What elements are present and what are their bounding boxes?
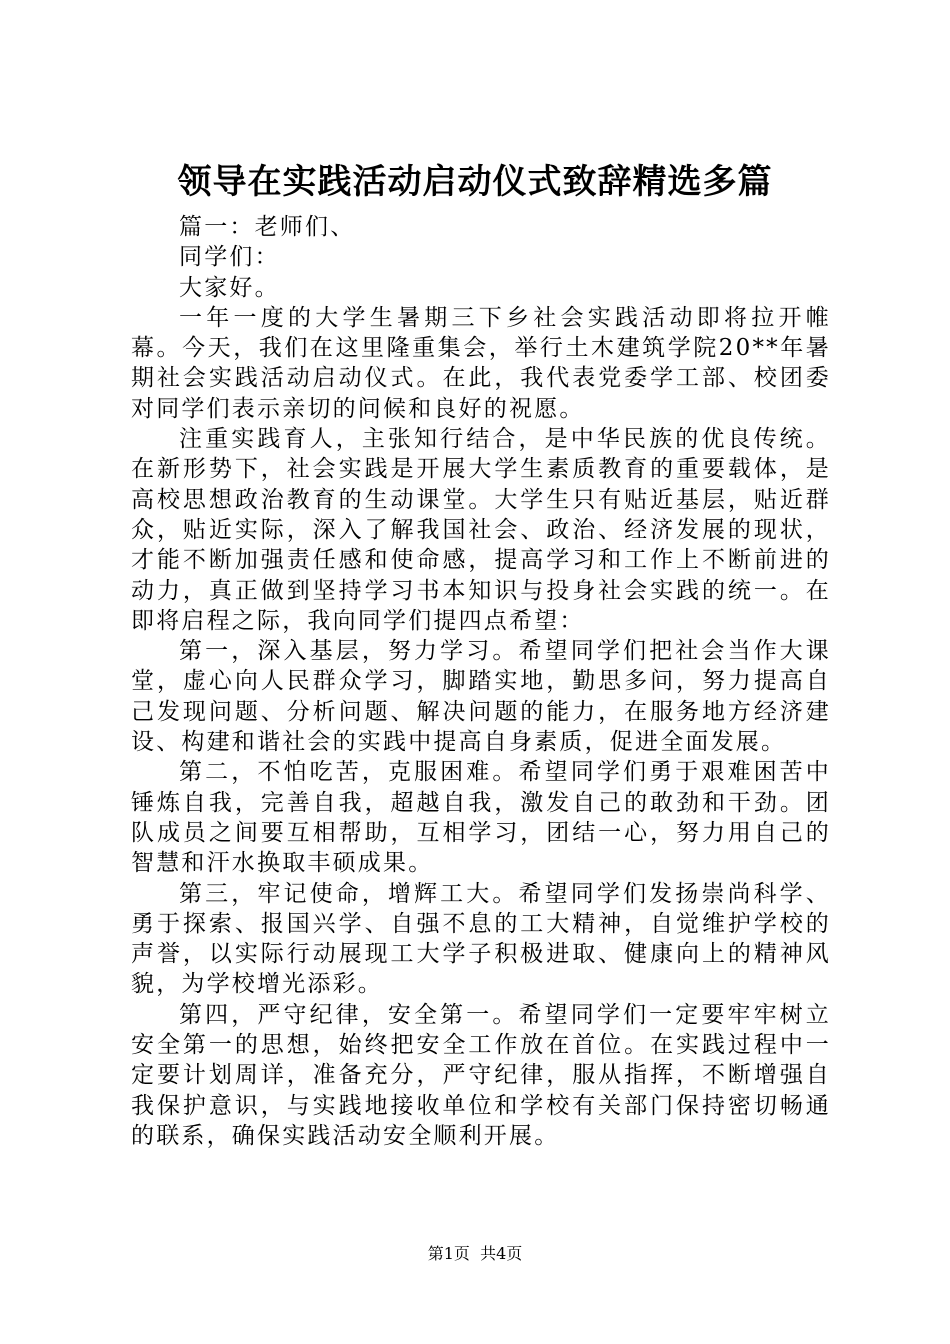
page-total: 共4页 bbox=[480, 1244, 523, 1263]
paragraph-hope-2: 第二，不怕吃苦，克服困难。希望同学们勇于艰难困苦中锤炼自我，完善自我，超越自我，激发自己的敢劲和干劲。团队成员之间要互相帮助，互相学习，团结一心，努力用自己的智慧和汗水换取丰硕成果。 bbox=[131, 759, 831, 877]
paragraph-tradition: 注重实践育人，主张知行结合，是中华民族的优良传统。在新形势下，社会实践是开展大学生素质教育的重要载体，是高校思想政治教育的生动课堂。大学生只有贴近基层，贴近群众，贴近实际，深入了解我国社会、政治、经济发展的现状，才能不断加强责任感和使命感，提高学习和工作上不断前进的动力，真正做到坚持学习书本知识与投身社会实践的统一。在即将启程之际，我向同学们提四点希望： bbox=[131, 426, 831, 634]
paragraph-greeting: 大家好。 bbox=[179, 274, 280, 301]
page-footer bbox=[0, 1244, 950, 1264]
document-title: 领导在实践活动启动仪式致辞精选多篇 bbox=[177, 162, 773, 202]
paragraph-opening: 一年一度的大学生暑期三下乡社会实践活动即将拉开帷幕。今天，我们在这里隆重集会，举行土木建筑学院20**年暑期社会实践活动启动仪式。在此，我代表党委学工部、校团委对同学们表示亲切的问候和良好的祝愿。 bbox=[131, 304, 831, 422]
paragraph-hope-4: 第四，严守纪律，安全第一。希望同学们一定要牢牢树立安全第一的思想，始终把安全工作放在首位。在实践过程中一定要计划周详，准备充分，严守纪律，服从指挥，不断增强自我保护意识，与实践地接收单位和学校有关部门保持密切畅通的联系，确保实践活动安全顺利开展。 bbox=[131, 1001, 831, 1149]
page-number: 第1页 bbox=[427, 1244, 470, 1263]
paragraph-salutation-1: 篇一：老师们、 bbox=[179, 214, 356, 240]
paragraph-hope-1: 第一，深入基层，努力学习。希望同学们把社会当作大课堂，虚心向人民群众学习，脚踏实地，勤思多问，努力提高自己发现问题、分析问题、解决问题的能力，在服务地方经济建设、构建和谐社会的实践中提高自身素质，促进全面发展。 bbox=[131, 638, 831, 756]
paragraph-salutation-2: 同学们： bbox=[179, 244, 280, 271]
document-body bbox=[131, 212, 831, 1151]
paragraph-hope-3: 第三，牢记使命，增辉工大。希望同学们发扬崇尚科学、勇于探索、报国兴学、自强不息的工大精神，自觉维护学校的声誉，以实际行动展现工大学子积极进取、健康向上的精神风貌，为学校增光添彩。 bbox=[131, 880, 831, 998]
